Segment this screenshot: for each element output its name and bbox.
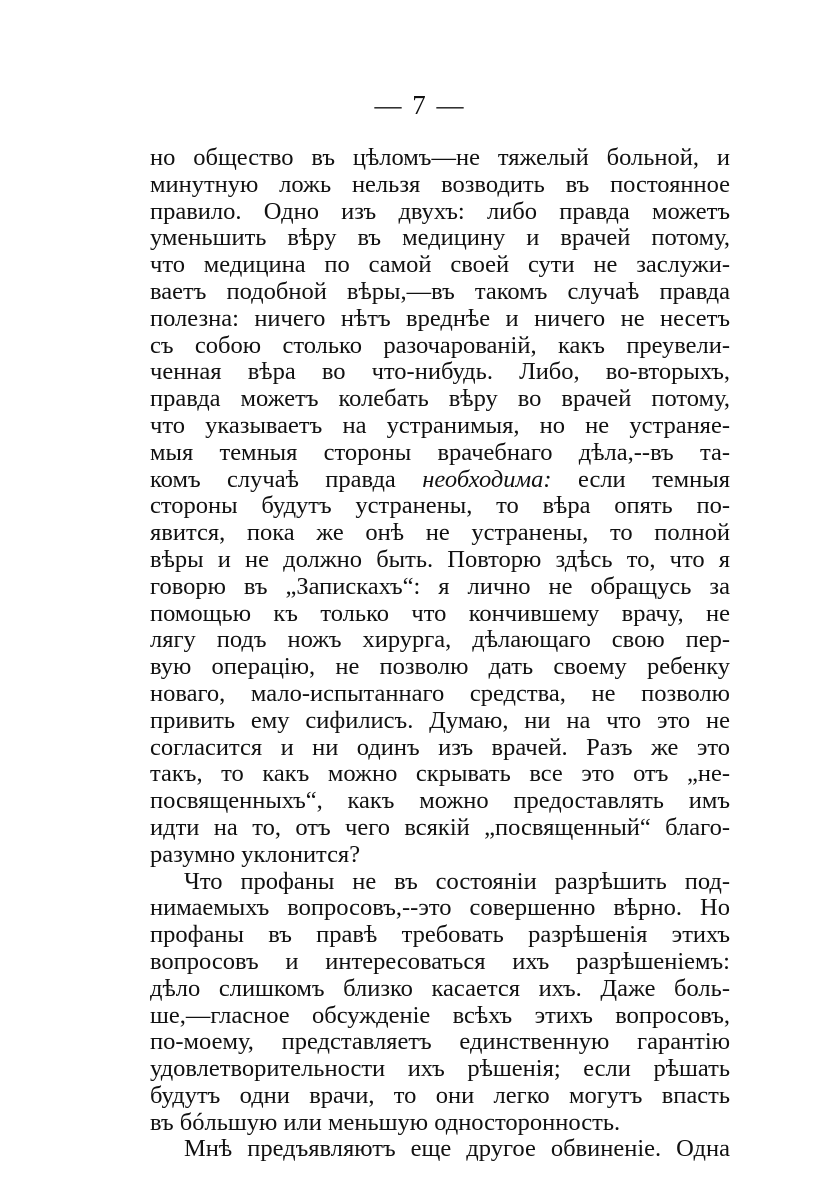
body-text — [150, 145, 730, 1163]
text-line: что медицина по самой своей сути не заслужи- — [150, 252, 730, 279]
text-line: разумно уклонится? — [150, 841, 361, 868]
text-line: мыя темныя стороны врачебнаго дѣла,--въ та- — [150, 439, 730, 466]
text-line: новаго, мало-испытаннаго средства, не позволю — [150, 680, 730, 707]
text-line: уменьшить вѣру въ медицину и врачей потому, — [150, 225, 730, 252]
text-line: говорю въ „Запискахъ“: я лично не обращусь за — [150, 573, 730, 600]
text-line: нимаемыхъ вопросовъ,--это совершенно вѣрно. Но — [150, 895, 730, 922]
text-line: въ бóльшую или меньшую односторонность. — [150, 1109, 621, 1136]
text-line: но общество въ цѣломъ—не тяжелый больной, и — [150, 145, 730, 171]
text-line: помощью къ только что кончившему врачу, не — [150, 600, 730, 627]
text-line: полезна: ничего нѣтъ вреднѣе и ничего не несетъ — [150, 305, 730, 332]
text-line: правило. Одно изъ двухъ: либо правда можетъ — [150, 198, 730, 225]
text-line: Что профаны не въ состояніи разрѣшить под- — [184, 868, 730, 895]
text-line: съ собою столько разочарованій, какъ преувели- — [150, 332, 730, 359]
text-line: идти на то, отъ чего всякій „посвященный“ благо- — [150, 814, 730, 841]
text-line: минутную ложь нельзя возводить въ постоянное — [150, 171, 730, 198]
text-line: ваетъ подобной вѣры,—въ такомъ случаѣ правда — [150, 278, 730, 305]
text-line: вѣры и не должно быть. Повторю здѣсь то, что я — [150, 546, 730, 573]
text-line: лягу подъ ножъ хирурга, дѣлающаго свою пер- — [150, 627, 730, 654]
italic-emphasis: необходима: — [422, 466, 552, 493]
text-line: согласится и ни одинъ изъ врачей. Разъ же это — [150, 734, 730, 761]
text-line: вопросовъ и интересоваться ихъ разрѣшеніемъ: — [150, 948, 730, 975]
text-segment: если темныя — [551, 466, 730, 493]
text-line: явится, пока же онѣ не устранены, то полной — [150, 520, 730, 547]
text-line: посвященныхъ“, какъ можно предоставлять имъ — [150, 788, 730, 815]
text-line: ченная вѣра во что-нибудь. Либо, во-вторыхъ, — [150, 359, 730, 386]
page-number: — 7 — — [374, 90, 466, 120]
text-line: будутъ одни врачи, то они легко могутъ впасть — [150, 1082, 730, 1109]
text-line — [150, 467, 730, 494]
text-line: вую операцію, не позволю дать своему ребенку — [150, 654, 730, 681]
text-line: дѣло слишкомъ близко касается ихъ. Даже боль- — [150, 975, 730, 1002]
text-line: профаны въ правѣ требовать разрѣшенія этихъ — [150, 922, 730, 949]
text-line: ше,—гласное обсужденіе всѣхъ этихъ вопросовъ, — [150, 1002, 730, 1029]
text-line: стороны будутъ устранены, то вѣра опять по- — [150, 493, 730, 520]
text-line: привить ему сифилисъ. Думаю, ни на что это не — [150, 707, 730, 734]
text-line: Мнѣ предъявляютъ еще другое обвиненіе. Одна — [184, 1136, 730, 1163]
text-line: по-моему, представляетъ единственную гарантію — [150, 1029, 730, 1056]
text-line: что указываетъ на устранимыя, но не устраняе- — [150, 412, 730, 439]
text-line: такъ, то какъ можно скрывать все это отъ „не- — [150, 761, 730, 788]
text-segment: комъ случаѣ правда — [150, 466, 423, 493]
text-line: правда можетъ колебать вѣру во врачей потому, — [150, 386, 730, 413]
text-line: удовлетворительности ихъ рѣшенія; если рѣшать — [150, 1056, 730, 1083]
